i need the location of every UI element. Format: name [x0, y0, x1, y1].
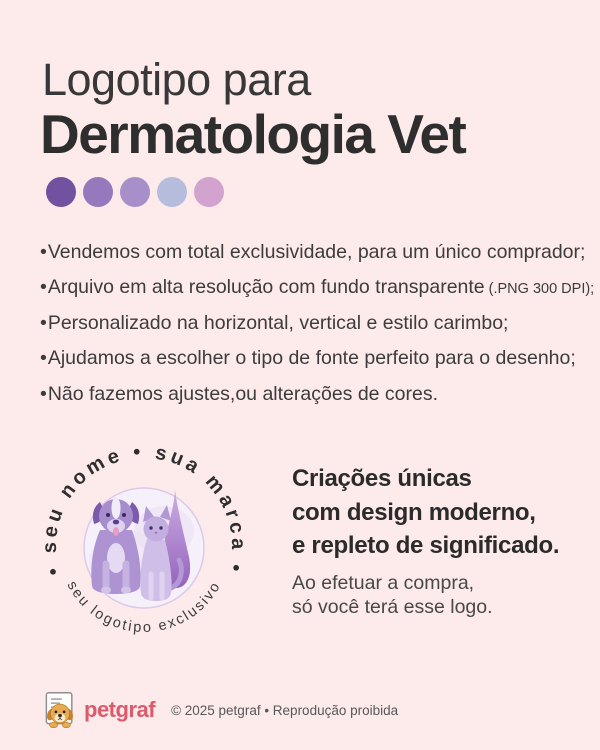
page-title-line1: Logotipo para [42, 54, 311, 105]
list-item [40, 307, 594, 342]
list-item-note: (.PNG 300 DPI); [488, 281, 595, 298]
bullet-icon: • [40, 276, 47, 299]
list-item-text: Não fazemos ajustes,ou alterações de cores. [47, 382, 439, 405]
footer [40, 691, 398, 729]
list-item-text: Arquivo em alta resolução com fundo transparente [47, 276, 485, 299]
dog-illustration [91, 497, 140, 594]
badge-arc-bottom-text: seu logotipo exclusivo [63, 578, 225, 637]
palette-dot-2 [83, 177, 113, 207]
list-item [40, 271, 594, 306]
palette-dot-3 [120, 177, 150, 207]
list-item-text: Vendemos com total exclusividade, para um único comprador; [47, 241, 586, 263]
promo-heading-line: com design moderno, [292, 498, 536, 526]
list-item [40, 342, 594, 377]
palette-dot-5 [194, 177, 224, 207]
list-item-text: Ajudamos a escolher o tipo de fonte perfeito para o desenho; [47, 347, 576, 370]
page-title-line2: Dermatologia Vet [40, 103, 466, 165]
palette-dot-1 [46, 177, 76, 207]
badge-arc-top-text: • seu nome • sua marca • [38, 440, 250, 578]
petgraf-logo-icon [40, 691, 80, 729]
promo-subtext-line: só você terá esse logo. [292, 595, 493, 618]
sample-logo-badge [34, 436, 254, 656]
bullet-icon: • [40, 311, 47, 334]
promo-subtext-line: Ao efetuar a compra, [292, 572, 475, 594]
bullet-icon: • [40, 347, 47, 370]
color-palette-dots [46, 176, 226, 208]
palette-dot-4 [157, 177, 187, 207]
list-item [40, 378, 594, 413]
copyright-text: © 2025 petgraf • Reprodução proibida [171, 702, 399, 718]
bullet-icon: • [40, 241, 47, 263]
brand-wordmark: petgraf [84, 697, 156, 722]
list-item [40, 236, 594, 271]
bullet-icon: • [40, 382, 47, 405]
feature-list [40, 236, 594, 413]
promo-subtext [292, 572, 493, 619]
promo-heading-line: Criações únicas [292, 465, 472, 492]
promo-heading-line: e repleto de significado. [292, 532, 560, 559]
promo-heading [292, 462, 559, 563]
list-item-text: Personalizado na horizontal, vertical e estilo carimbo; [47, 311, 509, 334]
